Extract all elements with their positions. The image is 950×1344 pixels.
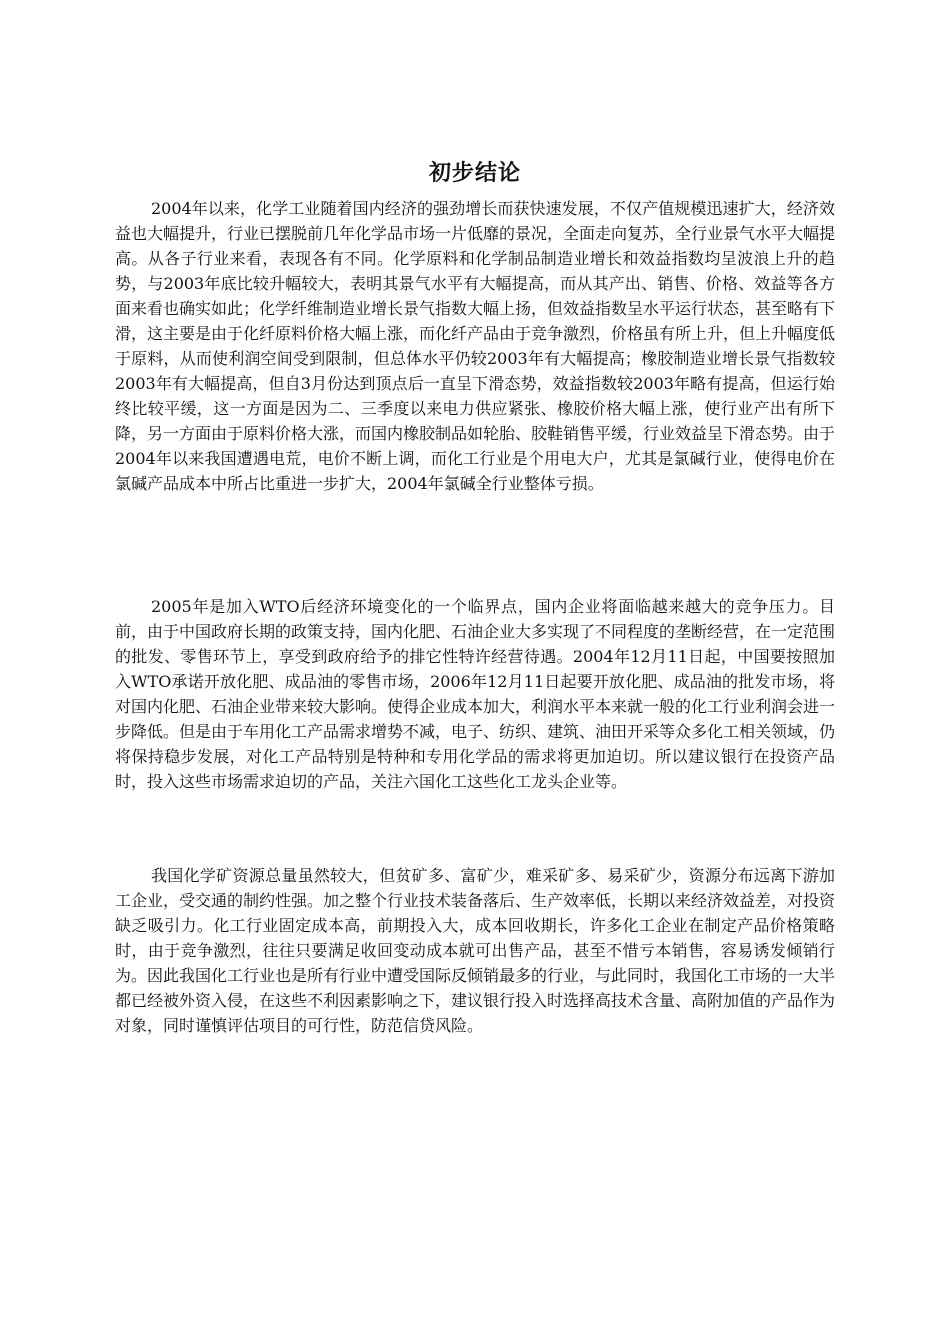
paragraph-3: 我国化学矿资源总量虽然较大，但贫矿多、富矿少，难采矿多、易采矿少，资源分布远离下游加工企业，受交通的制约性强。加之整个行业技术装备落后、生产效率低，长期以来经济效益差，对投资缺乏吸引力。化工行业固定成本高，前期投入大，成本回收期长，许多化工企业在制定产品价格策略时，由于竞争激烈，往往只要满足收回变动成本就可出售产品，甚至不惜亏本销售，容易诱发倾销行为。因此我国化工行业也是所有行业中遭受国际反倾销最多的行业，与此同时，我国化工市场的一大半都已经被外资入侵，在这些不利因素影响之下，建议银行投入时选择高技术含量、高附加值的产品作为对象，同时谨慎评估项目的可行性，防范信贷风险。 [115, 866, 836, 1035]
paragraph-1: 2004年以来，化学工业随着国内经济的强劲增长而获快速发展，不仅产值规模迅速扩大，经济效益也大幅提升，行业已摆脱前几年化学品市场一片低靡的景况，全面走向复苏，全行业景气水平大幅提高。从各子行业来看，表现各有不同。化学原料和化学制品制造业增长和效益指数均呈波浪上升的趋势，与2003年底比较升幅较大，表明其景气水平有大幅提高，而从其产出、销售、价格、效益等各方面来看也确实如此；化学纤维制造业增长景气指数大幅上扬，但效益指数呈水平运行状态，甚至略有下滑，这主要是由于化纤原料价格大幅上涨，而化纤产品由于竞争激烈，价格虽有所上升，但上升幅度低于原料，从而使利润空间受到限制，但总体水平仍较2003年有大幅提高；橡胶制造业增长景气指数较2003年有大幅提高，但自3月份达到顶点后一直呈下滑态势，效益指数较2003年略有提高，但运行始终比较平缓，这一方面是因为二、三季度以来电力供应紧张、橡胶价格大幅上涨，使行业产出有所下降，另一方面由于原料价格大涨，而国内橡胶制品如轮胎、胶鞋销售平缓，行业效益呈下滑态势。由于2004年以来我国遭遇电荒，电价不断上调，而化工行业是个用电大户，尤其是氯碱行业，使得电价在氯碱产品成本中所占比重进一步扩大，2004年氯碱全行业整体亏损。 [115, 199, 836, 493]
page-title: 初步结论 [428, 161, 521, 186]
paragraph-2: 2005年是加入WTO后经济环境变化的一个临界点，国内企业将面临越来越大的竞争压力。目前，由于中国政府长期的政策支持，国内化肥、石油企业大多实现了不同程度的垄断经营，在一定范围的批发、零售环节上，享受到政府给予的排它性特许经营待遇。2004年12月11日起，中国要按照加入WTO承诺开放化肥、成品油的零售市场，2006年12月11日起要开放化肥、成品油的批发市场，将对国内化肥、石油企业带来较大影响。使得企业成本加大，利润水平本来就一般的化工行业利润会进一步降低。但是由于车用化工产品需求增势不减，电子、纺织、建筑、油田开采等众多化工相关领域，仍将保持稳步发展，对化工产品特别是特种和专用化学品的需求将更加迫切。所以建议银行在投资产品时，投入这些市场需求迫切的产品，关注六国化工这些化工龙头企业等。 [115, 597, 836, 791]
